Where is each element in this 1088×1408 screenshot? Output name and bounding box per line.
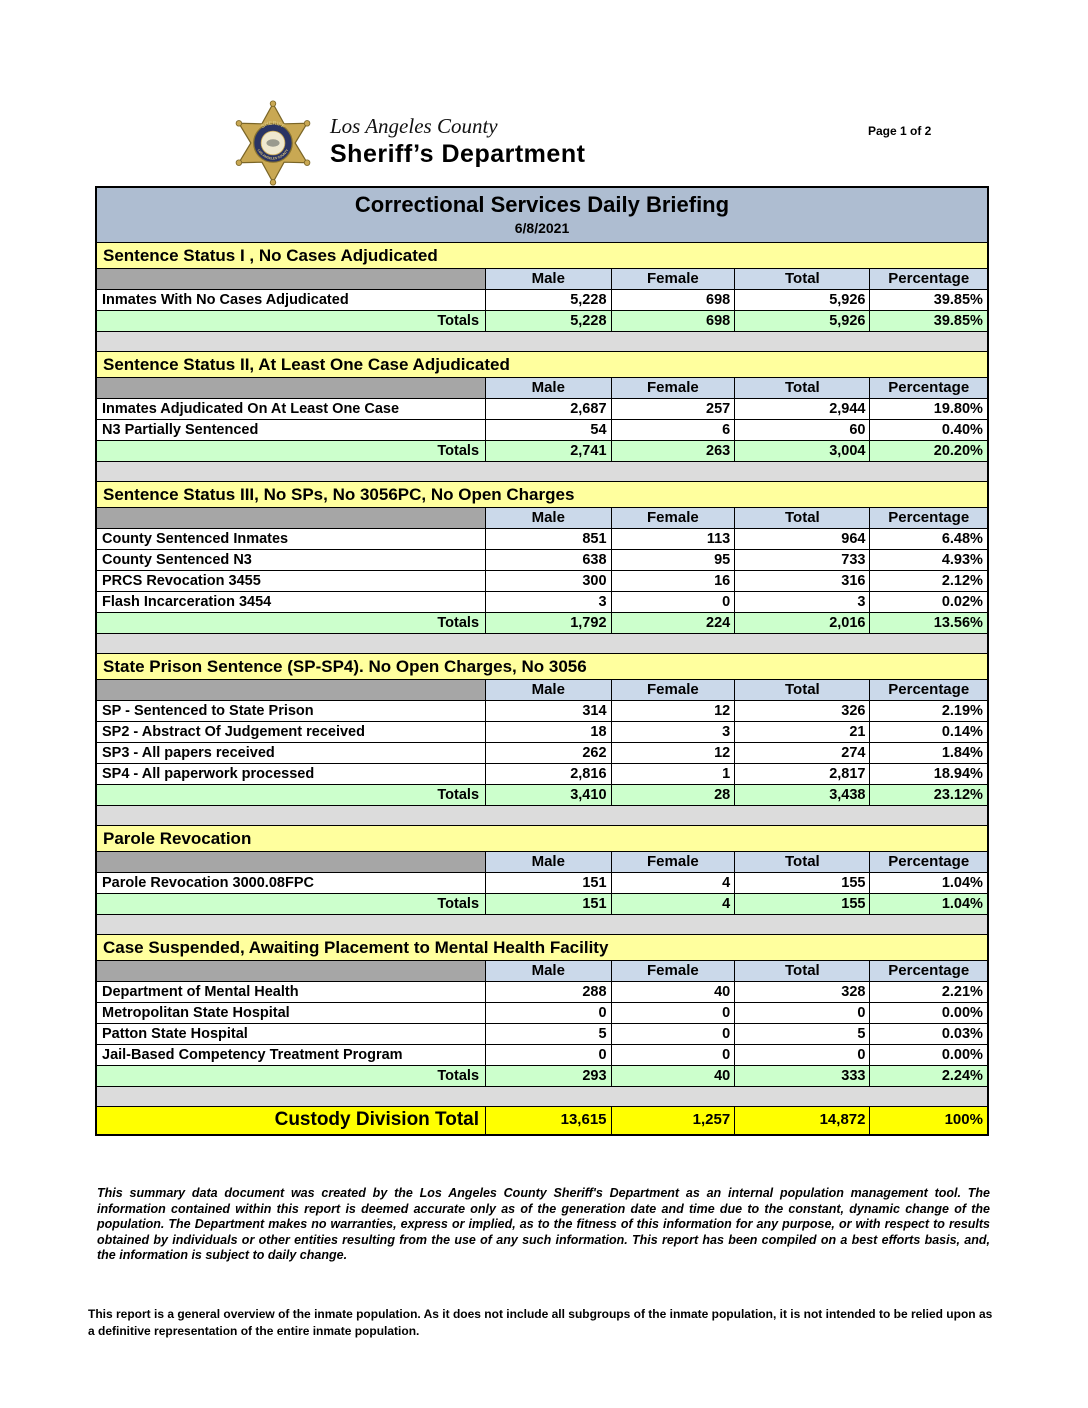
totals-row <box>97 785 987 806</box>
column-header: Percentage <box>869 269 986 290</box>
row-value: 6 <box>611 420 735 441</box>
row-value: 3 <box>734 592 869 613</box>
row-label: Flash Incarceration 3454 <box>97 592 485 613</box>
totals-value: 1,792 <box>485 613 610 634</box>
row-value: 262 <box>485 743 610 764</box>
data-row <box>97 571 987 592</box>
totals-label: Totals <box>97 441 485 462</box>
report-title-bar <box>97 188 987 243</box>
totals-value: 2,741 <box>485 441 610 462</box>
row-value: 19.80% <box>869 399 986 420</box>
data-row <box>97 290 987 311</box>
grand-total-male: 13,615 <box>485 1107 610 1134</box>
column-header: Percentage <box>869 378 986 399</box>
row-value: 4 <box>611 873 735 894</box>
column-header: Percentage <box>869 680 986 701</box>
column-header: Female <box>611 508 735 529</box>
totals-value: 1.04% <box>869 894 986 915</box>
row-value: 2,817 <box>734 764 869 785</box>
totals-value: 2.24% <box>869 1066 986 1087</box>
totals-value: 5,926 <box>734 311 869 332</box>
row-value: 6.48% <box>869 529 986 550</box>
column-header: Total <box>734 269 869 290</box>
totals-value: 20.20% <box>869 441 986 462</box>
totals-value: 3,438 <box>734 785 869 806</box>
column-header: Male <box>485 680 610 701</box>
section-gap <box>97 634 987 654</box>
row-label: PRCS Revocation 3455 <box>97 571 485 592</box>
data-row <box>97 550 987 571</box>
column-header-row <box>97 680 987 701</box>
section-gap <box>97 1087 987 1107</box>
column-header: Total <box>734 680 869 701</box>
column-header: Percentage <box>869 852 986 873</box>
row-value: 0.40% <box>869 420 986 441</box>
column-header: Percentage <box>869 961 986 982</box>
totals-value: 39.85% <box>869 311 986 332</box>
grand-total-row <box>97 1107 987 1134</box>
page-number: Page 1 of 2 <box>868 124 932 138</box>
data-row <box>97 701 987 722</box>
row-label: Metropolitan State Hospital <box>97 1003 485 1024</box>
row-value: 0 <box>734 1045 869 1066</box>
sheriff-badge-icon <box>232 100 314 186</box>
row-value: 0.03% <box>869 1024 986 1045</box>
totals-row <box>97 613 987 634</box>
column-header-row <box>97 508 987 529</box>
footnote-paragraph: This report is a general overview of the inmate population. As it does not include all subgroups of the inmate population, it is not intended to be relied upon as a definitive representation of the entire inmate population. <box>88 1307 993 1338</box>
corner-cell <box>97 961 485 982</box>
section-gap <box>97 332 987 352</box>
row-label: County Sentenced Inmates <box>97 529 485 550</box>
row-value: 21 <box>734 722 869 743</box>
data-row <box>97 743 987 764</box>
row-label: SP3 - All papers received <box>97 743 485 764</box>
row-value: 5,228 <box>485 290 610 311</box>
totals-row <box>97 441 987 462</box>
data-row <box>97 722 987 743</box>
row-label: SP4 - All paperwork processed <box>97 764 485 785</box>
totals-row <box>97 894 987 915</box>
row-value: 0 <box>611 1024 735 1045</box>
totals-row <box>97 1066 987 1087</box>
grand-total-total: 14,872 <box>734 1107 869 1134</box>
row-value: 2,816 <box>485 764 610 785</box>
totals-value: 293 <box>485 1066 610 1087</box>
row-label: SP - Sentenced to State Prison <box>97 701 485 722</box>
row-value: 0.00% <box>869 1045 986 1066</box>
column-header: Male <box>485 961 610 982</box>
corner-cell <box>97 378 485 399</box>
corner-cell <box>97 680 485 701</box>
row-label: Patton State Hospital <box>97 1024 485 1045</box>
data-row <box>97 1045 987 1066</box>
totals-value: 23.12% <box>869 785 986 806</box>
row-value: 0.14% <box>869 722 986 743</box>
section-header-2: Sentence Status II, At Least One Case Adjudicated <box>97 352 987 378</box>
corner-cell <box>97 269 485 290</box>
svg-text:LOS ANGELES COUNTY: LOS ANGELES COUNTY <box>256 148 290 161</box>
disclaimer-paragraph: This summary data document was created by the Los Angeles County Sheriff's Department as an internal population management tool. The information contained within this report is deemed accurate only as of the generation date and time due to the constant, dynamic change of the population. The Department makes no warranties, express or implied, as to the fitness of this information for any purpose, or with respect to results obtained by individuals or other entities resulting from the use of any such information. This report has been compiled on a best efforts basis, and, the information is subject to daily change. <box>97 1186 990 1262</box>
grand-total-female: 1,257 <box>611 1107 735 1134</box>
totals-value: 3,004 <box>734 441 869 462</box>
section-header-6: Case Suspended, Awaiting Placement to Mental Health Facility <box>97 935 987 961</box>
totals-value: 28 <box>611 785 735 806</box>
svg-text:SHERIFF: SHERIFF <box>260 120 286 130</box>
row-value: 288 <box>485 982 610 1003</box>
data-row <box>97 399 987 420</box>
row-value: 326 <box>734 701 869 722</box>
sections-container <box>97 243 987 1107</box>
row-value: 314 <box>485 701 610 722</box>
totals-value: 151 <box>485 894 610 915</box>
totals-label: Totals <box>97 894 485 915</box>
totals-value: 40 <box>611 1066 735 1087</box>
data-row <box>97 764 987 785</box>
row-value: 2.12% <box>869 571 986 592</box>
row-value: 12 <box>611 743 735 764</box>
column-header-row <box>97 852 987 873</box>
totals-label: Totals <box>97 785 485 806</box>
totals-value: 333 <box>734 1066 869 1087</box>
totals-value: 13.56% <box>869 613 986 634</box>
row-value: 4.93% <box>869 550 986 571</box>
totals-value: 155 <box>734 894 869 915</box>
totals-label: Totals <box>97 613 485 634</box>
row-value: 2.21% <box>869 982 986 1003</box>
column-header: Male <box>485 378 610 399</box>
row-value: 638 <box>485 550 610 571</box>
row-value: 851 <box>485 529 610 550</box>
data-row <box>97 873 987 894</box>
row-value: 155 <box>734 873 869 894</box>
row-value: 1.84% <box>869 743 986 764</box>
column-header: Percentage <box>869 508 986 529</box>
row-label: Inmates Adjudicated On At Least One Case <box>97 399 485 420</box>
section-gap <box>97 806 987 826</box>
grand-total-percentage: 100% <box>869 1107 986 1134</box>
data-row <box>97 1003 987 1024</box>
column-header: Total <box>734 378 869 399</box>
row-value: 300 <box>485 571 610 592</box>
row-value: 151 <box>485 873 610 894</box>
report-title: Correctional Services Daily Briefing <box>354 192 730 217</box>
logo-county-text: Los Angeles County <box>330 114 498 138</box>
row-value: 0 <box>611 1003 735 1024</box>
row-value: 964 <box>734 529 869 550</box>
row-value: 1.04% <box>869 873 986 894</box>
row-value: 60 <box>734 420 869 441</box>
row-label: Inmates With No Cases Adjudicated <box>97 290 485 311</box>
totals-value: 698 <box>611 311 735 332</box>
column-header: Male <box>485 852 610 873</box>
row-value: 257 <box>611 399 735 420</box>
column-header: Total <box>734 852 869 873</box>
column-header: Female <box>611 961 735 982</box>
row-label: Department of Mental Health <box>97 982 485 1003</box>
data-row <box>97 420 987 441</box>
row-value: 5 <box>734 1024 869 1045</box>
section-header-5: Parole Revocation <box>97 826 987 852</box>
row-value: 95 <box>611 550 735 571</box>
column-header-row <box>97 378 987 399</box>
row-value: 12 <box>611 701 735 722</box>
report-table <box>95 186 989 1136</box>
column-header: Female <box>611 269 735 290</box>
row-value: 16 <box>611 571 735 592</box>
column-header: Total <box>734 961 869 982</box>
column-header: Male <box>485 269 610 290</box>
totals-label: Totals <box>97 311 485 332</box>
row-value: 316 <box>734 571 869 592</box>
corner-cell <box>97 508 485 529</box>
column-header: Female <box>611 680 735 701</box>
column-header: Total <box>734 508 869 529</box>
totals-value: 224 <box>611 613 735 634</box>
row-label: Jail-Based Competency Treatment Program <box>97 1045 485 1066</box>
row-value: 5,926 <box>734 290 869 311</box>
data-row <box>97 592 987 613</box>
column-header: Male <box>485 508 610 529</box>
section-header-4: State Prison Sentence (SP-SP4). No Open Charges, No 3056 <box>97 654 987 680</box>
section-header-3: Sentence Status III, No SPs, No 3056PC, No Open Charges <box>97 482 987 508</box>
row-value: 2,687 <box>485 399 610 420</box>
logo-department-text: Sheriff’s Department <box>330 140 586 168</box>
data-row <box>97 982 987 1003</box>
section-gap <box>97 462 987 482</box>
row-value: 18.94% <box>869 764 986 785</box>
corner-cell <box>97 852 485 873</box>
totals-value: 3,410 <box>485 785 610 806</box>
column-header-row <box>97 961 987 982</box>
row-value: 0.00% <box>869 1003 986 1024</box>
totals-value: 263 <box>611 441 735 462</box>
row-label: SP2 - Abstract Of Judgement received <box>97 722 485 743</box>
row-value: 3 <box>611 722 735 743</box>
column-header: Female <box>611 852 735 873</box>
row-value: 0 <box>611 1045 735 1066</box>
section-header-1: Sentence Status I , No Cases Adjudicated <box>97 243 987 269</box>
data-row <box>97 529 987 550</box>
row-label: Parole Revocation 3000.08FPC <box>97 873 485 894</box>
data-row <box>97 1024 987 1045</box>
row-value: 2,944 <box>734 399 869 420</box>
row-value: 2.19% <box>869 701 986 722</box>
report-date: 6/8/2021 <box>514 220 570 236</box>
totals-value: 5,228 <box>485 311 610 332</box>
column-header-row <box>97 269 987 290</box>
row-value: 0 <box>611 592 735 613</box>
row-value: 40 <box>611 982 735 1003</box>
agency-logo <box>232 100 585 186</box>
row-value: 113 <box>611 529 735 550</box>
row-label: County Sentenced N3 <box>97 550 485 571</box>
row-value: 39.85% <box>869 290 986 311</box>
row-value: 274 <box>734 743 869 764</box>
totals-value: 4 <box>611 894 735 915</box>
row-value: 328 <box>734 982 869 1003</box>
row-value: 1 <box>611 764 735 785</box>
row-value: 0 <box>734 1003 869 1024</box>
row-value: 0 <box>485 1045 610 1066</box>
column-header: Female <box>611 378 735 399</box>
row-value: 5 <box>485 1024 610 1045</box>
row-value: 0.02% <box>869 592 986 613</box>
row-label: N3 Partially Sentenced <box>97 420 485 441</box>
grand-total-label: Custody Division Total <box>97 1107 485 1134</box>
row-value: 18 <box>485 722 610 743</box>
row-value: 3 <box>485 592 610 613</box>
totals-row <box>97 311 987 332</box>
row-value: 733 <box>734 550 869 571</box>
row-value: 698 <box>611 290 735 311</box>
row-value: 0 <box>485 1003 610 1024</box>
totals-value: 2,016 <box>734 613 869 634</box>
totals-label: Totals <box>97 1066 485 1087</box>
section-gap <box>97 915 987 935</box>
row-value: 54 <box>485 420 610 441</box>
